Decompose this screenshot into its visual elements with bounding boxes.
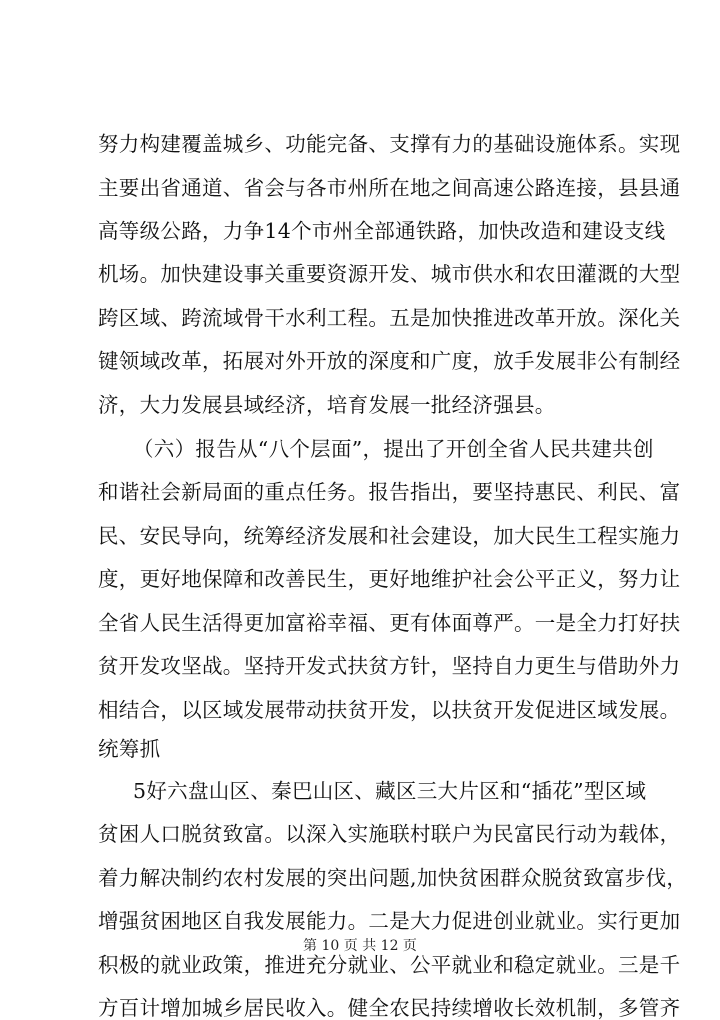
body-line-12: 全省人民生活得更加富裕幸福、更有体面尊严。一是全力打好扶 [98, 611, 681, 635]
body-line-20: 积极的就业政策，推进充分就业、公平就业和稳定就业。三是千 [98, 953, 681, 977]
body-line-10: 民、安民导向，统筹经济发展和社会建设，加大民生工程实施力 [98, 524, 681, 548]
body-line-6: 键领域改革，拓展对外开放的深度和广度，放手发展非公有制经 [98, 349, 681, 373]
body-line-1: 努力构建覆盖城乡、功能完备、支撑有力的基础设施体系。实现 [98, 132, 681, 156]
page-number-footer: 第 10 页 共 12 页 [303, 938, 417, 954]
body-line-4: 机场。加快建设事关重要资源开发、城市供水和农田灌溉的大型 [98, 262, 681, 286]
paragraph-6-line-1: （六）报告从“八个层面”，提出了开创全省人民共建共创 [133, 437, 654, 461]
body-line-19: 增强贫困地区自我发展能力。二是大力促进创业就业。实行更加 [98, 909, 681, 933]
body-line-9: 和谐社会新局面的重点任务。报告指出，要坚持惠民、利民、富 [98, 480, 681, 504]
body-line-21: 方百计增加城乡居民收入。健全农民持续增收长效机制，多管齐 [98, 996, 681, 1020]
paragraph-5-line-1: 5好六盘山区、秦巴山区、藏区三大片区和“插花”型区域 [133, 779, 647, 803]
body-line-17: 贫困人口脱贫致富。以深入实施联村联户为民富民行动为载体， [98, 822, 681, 846]
body-line-18: 着力解决制约农村发展的突出问题,加快贫困群众脱贫致富步伐， [98, 866, 688, 890]
body-line-7: 济，大力发展县域经济，培育发展一批经济强县。 [98, 393, 556, 417]
body-line-11: 度，更好地保障和改善民生，更好地维护社会公平正义，努力让 [98, 567, 681, 591]
body-line-5: 跨区域、跨流域骨干水利工程。五是加快推进改革开放。深化关 [98, 306, 681, 330]
body-line-2: 主要出省通道、省会与各市州所在地之间高速公路连接，县县通 [98, 176, 681, 200]
body-line-3: 高等级公路，力争14个市州全部通铁路，加快改造和建设支线 [98, 219, 666, 243]
body-line-13: 贫开发攻坚战。坚持开发式扶贫方针，坚持自力更生与借助外力 [98, 654, 681, 678]
body-line-14: 相结合，以区域发展带动扶贫开发，以扶贫开发促进区域发展。 [98, 698, 681, 722]
body-line-15: 统筹抓 [98, 737, 161, 761]
